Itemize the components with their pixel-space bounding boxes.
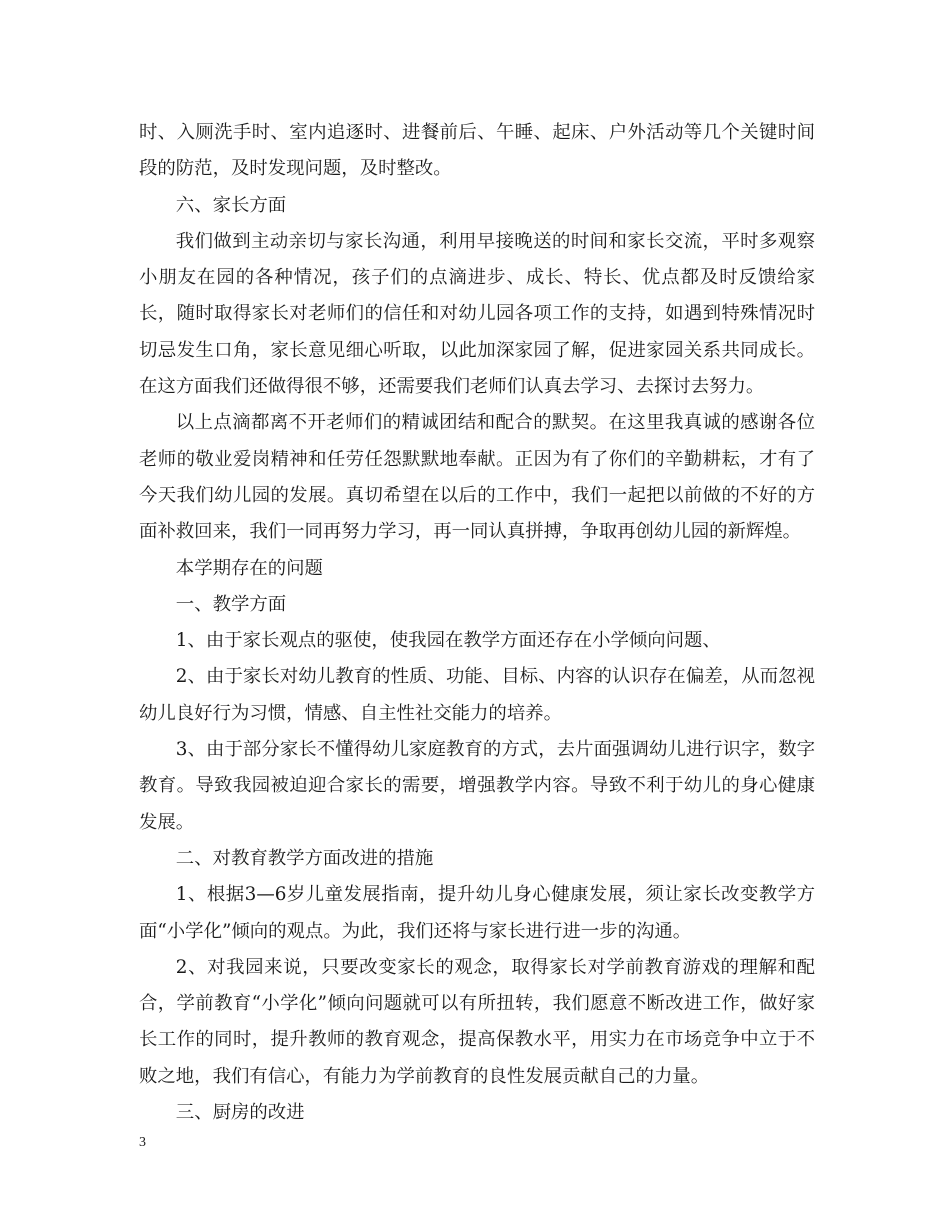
paragraph-thanks: 以上点滴都离不开老师们的精诚团结和配合的默契。在这里我真诚的感谢各位老师的敬业爱岗精神和任劳任怨默默地奉献。正因为有了你们的辛勤耕耘，才有了今天我们幼儿园的发展。真切希望在以后的工作中，我们一起把以前做的不好的方面补救回来，我们一同再努力学习，再一同认真拼搏，争取再创幼儿园的新辉煌。 (139, 412, 815, 543)
section-heading-parents: 六、家长方面 (175, 194, 287, 216)
subheading-teaching: 一、教学方面 (175, 593, 287, 615)
subheading-measures: 二、对教育教学方面改进的措施 (175, 847, 434, 869)
list-item-2: 2、由于家长对幼儿教育的性质、功能、目标、内容的认识存在偏差，从而忽视幼儿良好行为习惯，情感、自主性社交能力的培养。 (139, 666, 815, 724)
page-number: 3 (139, 1135, 146, 1150)
measure-item-1: 1、根据3—6岁儿童发展指南，提升幼儿身心健康发展，须让家长改变教学方面“小学化”倾向的观点。为此，我们还将与家长进行进一步的沟通。 (139, 884, 815, 942)
list-item-3: 3、由于部分家长不懂得幼儿家庭教育的方式，去片面强调幼儿进行识字，数字教育。导致我园被迫迎合家长的需要，增强教学内容。导致不利于幼儿的身心健康发展。 (139, 739, 815, 833)
document-body (139, 115, 815, 1131)
measure-item-2: 2、对我园来说，只要改变家长的观念，取得家长对学前教育游戏的理解和配合，学前教育“小学化”倾向问题就可以有所扭转，我们愿意不断改进工作，做好家长工作的同时，提升教师的教育观念，提高保教水平，用实力在市场竞争中立于不败之地，我们有信心，有能力为学前教育的良性发展贡献自己的力量。 (139, 956, 815, 1087)
paragraph-parents: 我们做到主动亲切与家长沟通，利用早接晚送的时间和家长交流，平时多观察小朋友在园的各种情况，孩子们的点滴进步、成长、特长、优点都及时反馈给家长，随时取得家长对老师们的信任和对幼儿园各项工作的支持，如遇到特殊情况时切忌发生口角，家长意见细心听取，以此加深家园了解，促进家园关系共同成长。在这方面我们还做得很不够，还需要我们老师们认真去学习、去探讨去努力。 (139, 230, 815, 398)
section-heading-problems: 本学期存在的问题 (175, 557, 323, 579)
subheading-kitchen: 三、厨房的改进 (175, 1102, 305, 1124)
list-item-1: 1、由于家长观点的驱使，使我园在教学方面还存在小学倾向问题、 (175, 630, 721, 652)
paragraph-continuation: 时、入厕洗手时、室内追逐时、进餐前后、午睡、起床、户外活动等几个关键时间段的防范，及时发现问题，及时整改。 (139, 122, 815, 180)
